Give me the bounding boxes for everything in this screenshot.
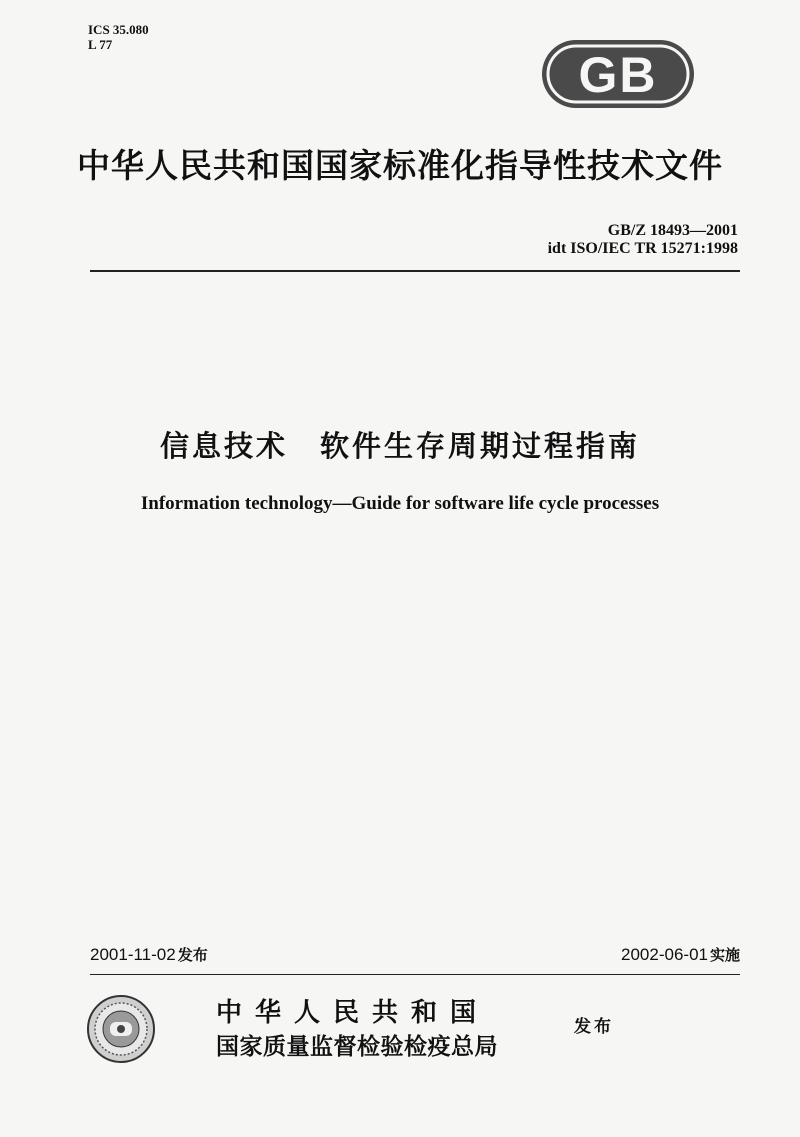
gb-logo-text: GB — [578, 47, 658, 103]
gb-logo — [538, 34, 698, 114]
footer-divider — [90, 974, 740, 975]
issuer-seal-icon — [86, 994, 156, 1064]
publish-label: 发布 — [177, 946, 208, 964]
effective-date: 2002-06-01 — [621, 945, 708, 964]
issued-label: 发布 — [574, 1017, 614, 1037]
ics-code: ICS 35.080 — [88, 22, 149, 37]
effective-date-line — [621, 944, 740, 965]
publish-date-line — [90, 944, 208, 965]
issuer-agency: 国家质量监督检验检疫总局 — [216, 1034, 498, 1060]
issuer-country: 中华人民共和国 — [216, 998, 490, 1028]
issuing-authorities — [216, 996, 498, 1064]
title-chinese: 信息技术 软件生存周期过程指南 — [159, 429, 640, 463]
document-type-title: 中华人民共和国国家标准化指导性技术文件 — [77, 146, 723, 185]
publish-date: 2001-11-02 — [90, 945, 176, 964]
header-divider — [90, 270, 740, 272]
standard-number: GB/Z 18493—2001 — [607, 222, 738, 239]
standard-identifiers — [548, 222, 738, 258]
classification-codes — [88, 22, 149, 52]
effective-label: 实施 — [709, 946, 740, 964]
ccs-code: L 77 — [88, 37, 113, 52]
idt-reference: idt ISO/IEC TR 15271:1998 — [547, 240, 738, 257]
title-english: Information technology—Guide for software life cycle processes — [140, 493, 660, 514]
